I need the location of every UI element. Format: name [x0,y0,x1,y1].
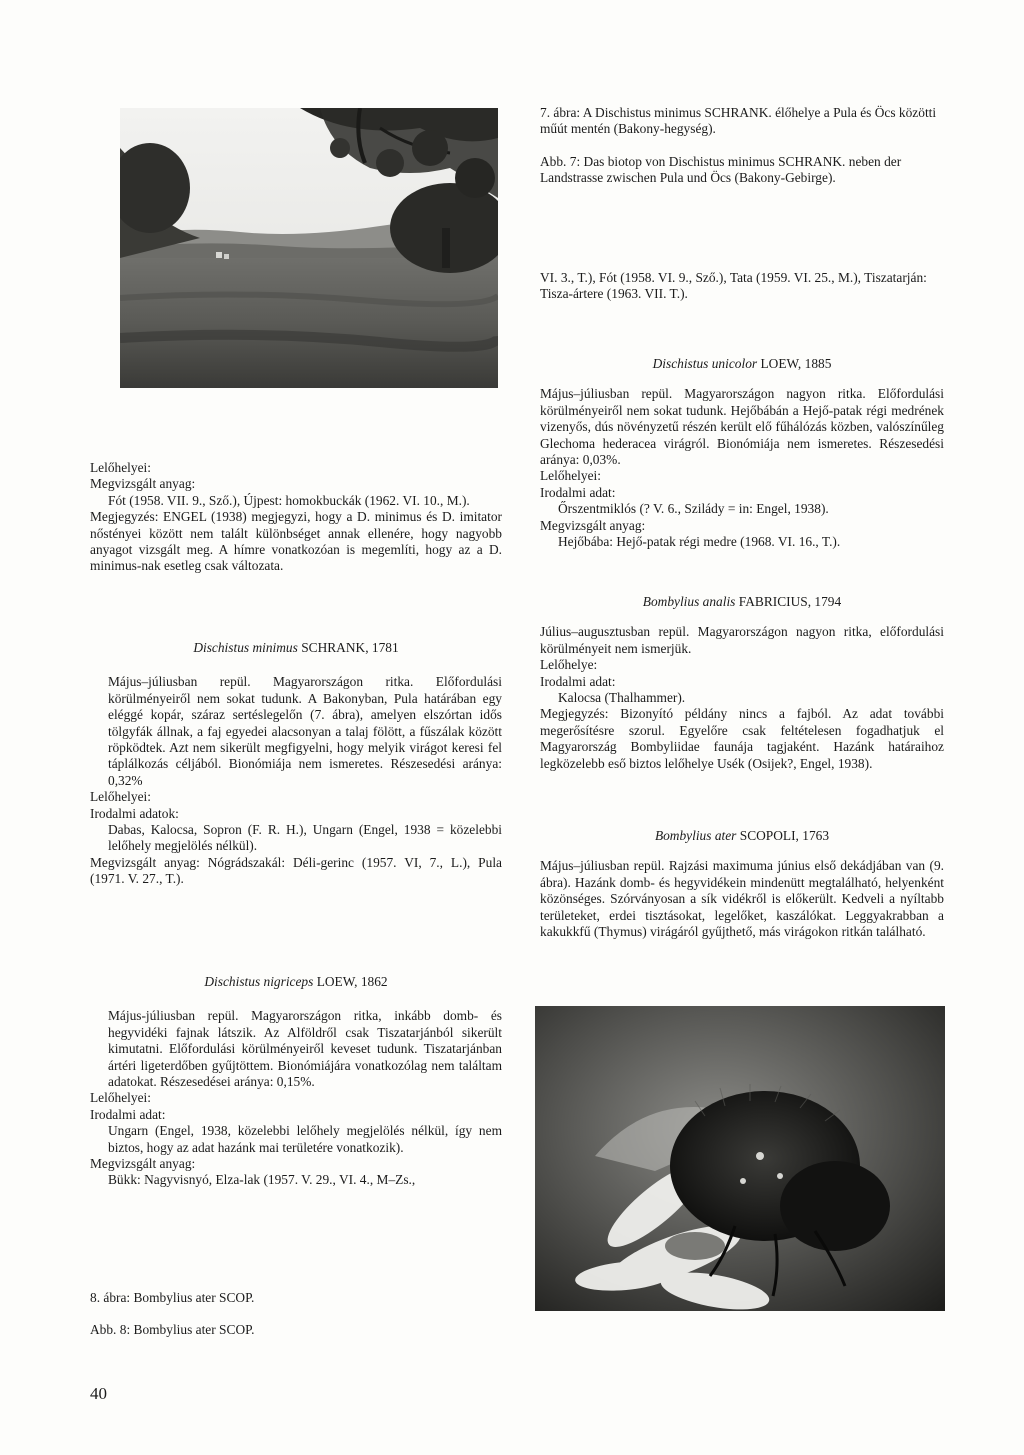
localities-label: Lelőhelyei: [90,1090,151,1106]
species-author: SCHRANK, 1781 [301,640,399,655]
literature-label: Irodalmi adatok: [90,805,179,821]
figure-8-caption [90,1290,490,1339]
locality-continuation: VI. 3., T.), Fót (1958. VI. 9., Sző.), Tata (1959. VI. 25., M.), Tiszatarján: Tisza-ártere (1963. VII. T.). [540,270,927,302]
species-heading [540,356,944,372]
left-mid-block [90,460,502,575]
localities-label: Lelőhelyei: [540,468,601,484]
examined-material-value: Bükk: Nagyvisnyó, Elza-lak (1957. V. 29., VI. 4., M–Zs., [108,1172,416,1188]
literature-value: Ungarn (Engel, 1938, közelebbi lelőhely megjelölés nélkül, így nem biztos, hogy az adat hazánk mai területére vonatkozik). [108,1123,502,1155]
species-name: Bombylius ater [654,828,737,843]
species-name: Dischistus nigriceps [204,974,314,989]
examined-material-label: Megvizsgált anyag: [540,517,646,533]
remark: Megjegyzés: ENGEL (1938) megjegyzi, hogy a D. minimus és D. imitator nőstényei között nem talált különbséget annak ellenére, hogy nagyobb anyagot vizsgált meg. A hímre vonatkozóan is megemlíti, hogy az a D. minimus-nak esetleg csak változata. [90,509,502,574]
species-heading [90,640,502,656]
species-author: FABRICIUS, 1794 [738,594,842,609]
section-dischistus-minimus [90,640,502,888]
caption-german: Abb. 7: Das biotop von Dischistus minimus SCHRANK. neben der Landstrasse zwischen Pula und Öcs (Bakony-Gebirge). [540,153,902,186]
species-description: Május-júliusban repül. Magyarországon ritka, inkább domb- és hegyvidéki fajnak látszik. Az Alföldről csak Tiszatarjánból sikerült kimutatni. Előfordulási körülményeiről keveset tudunk. Tiszatarjánban ártéri ligeterdőben gyűjtöttem. Bionómiájára vonatkozólag nem találtam adatokat. Részesedései aránya: 0,15%. [108,1008,502,1090]
caption-german: Abb. 8: Bombylius ater SCOP. [90,1322,255,1338]
species-heading [540,828,944,844]
species-heading [90,974,502,990]
localities-label: Lelőhelyei: [90,789,151,805]
examined-material-label: Megvizsgált anyag: [90,476,196,492]
examined-material-value: Fót (1958. VII. 9., Sző.), Újpest: homokbuckák (1962. VI. 10., M.). [108,492,470,508]
species-author: LOEW, 1885 [760,356,832,371]
species-author: LOEW, 1862 [316,974,388,989]
species-description: Május–júliusban repül. Magyarországon ritka. Előfordulási körülményeiről nem sokat tudunk. A Bakonyban, Pula határában egy eléggé kopár, száraz sertéslegelőn (7. ábra), amelyen elszórtan idős tölgyfák állnak, a faj egyedei alacsonyan a talaj fölött, a fűszálak között röpködtek. Azt nem sikerült megfigyelni, hogy melyik virágot keresi fel táplálkozás céljából. Bionómiája nem ismeretes. Részesedési aránya: 0,32% [108,674,502,788]
figure-7-caption [540,105,944,187]
species-description: Május–júliusban repül. Rajzási maximuma június első dekádjában van (9. ábra). Hazánk domb- és hegyvidékein mindenütt megtalálható, helyenként közönséges. Szórványosan a sík vidékről is előkerült. Kedveli a nyíltabb területeket, erdei tisztásokat, legelőket, kaszálókat. Leggyakrabban a kakukkfű (Thymus) virágáról gyűjthető, más virágokon ritkán található. [540,858,944,940]
species-heading [540,594,944,610]
right-top-text [540,270,944,303]
examined-material: Megvizsgált anyag: Nógrádszakál: Déli-gerinc (1957. VI, 7., L.), Pula (1971. V. 27., T.). [90,854,502,887]
literature-value: Dabas, Kalocsa, Sopron (F. R. H.), Ungarn (Engel, 1938 = közelebbi lelőhely megjelölés nélkül). [108,822,502,854]
section-dischistus-unicolor [540,356,944,550]
examined-material-label: Megvizsgált anyag: [90,1156,196,1172]
localities-label: Lelőhelyei: [90,460,151,475]
landscape-photo [120,108,498,388]
species-description: Július–augusztusban repül. Magyarországon nagyon ritka, előfordulási körülményeit nem ismerjük. [540,624,944,656]
section-bombylius-ater [540,828,944,940]
section-bombylius-analis [540,594,944,772]
remark: Megjegyzés: Bizonyító példány nincs a fajból. Az adat további megerősítésre szorul. Egyelőre csak feltételesen fogadhatjuk el Magyarország Bombyliidae faunája tagjaként. Hazánk határaihoz legközelebb eső biztos lelőhelye Usék (Osijek?, Engel, 1938). [540,706,944,771]
page-number: 40 [90,1384,107,1403]
caption-hungarian: 7. ábra: A Dischistus minimus SCHRANK. élőhelye a Pula és Öcs közötti műút mentén (Bakony-hegység). [540,105,937,137]
species-description: Május–júliusban repül. Magyarországon nagyon ritka. Előfordulási körülményeiről nem sokat tudunk. Hejőbábán a Hejő-patak régi medrének vizenyős, dús növényzetű részén került elő fűhálózás közben, valószínűleg Glechoma hederacea virágról. Bionómiája nem ismeretes. Részesedési aránya: 0,03%. [540,386,944,468]
literature-label: Irodalmi adat: [540,484,616,500]
bombylius-ater-photo [535,1006,945,1311]
species-name: Bombylius analis [642,594,736,609]
literature-label: Irodalmi adat: [90,1106,166,1122]
literature-value: Kalocsa (Thalhammer). [558,690,686,706]
section-dischistus-nigriceps [90,974,502,1189]
caption-hungarian: 8. ábra: Bombylius ater SCOP. [90,1290,255,1305]
species-name: Dischistus minimus [193,640,298,655]
species-name: Dischistus unicolor [652,356,758,371]
species-author: SCOPOLI, 1763 [739,828,830,843]
examined-material-value: Hejőbába: Hejő-patak régi medre (1968. VI. 16., T.). [558,534,841,550]
literature-label: Irodalmi adat: [540,673,616,689]
locality-label: Lelőhelye: [540,657,598,673]
literature-value: Őrszentmiklós (? V. 6., Szilády = in: Engel, 1938). [558,501,829,517]
